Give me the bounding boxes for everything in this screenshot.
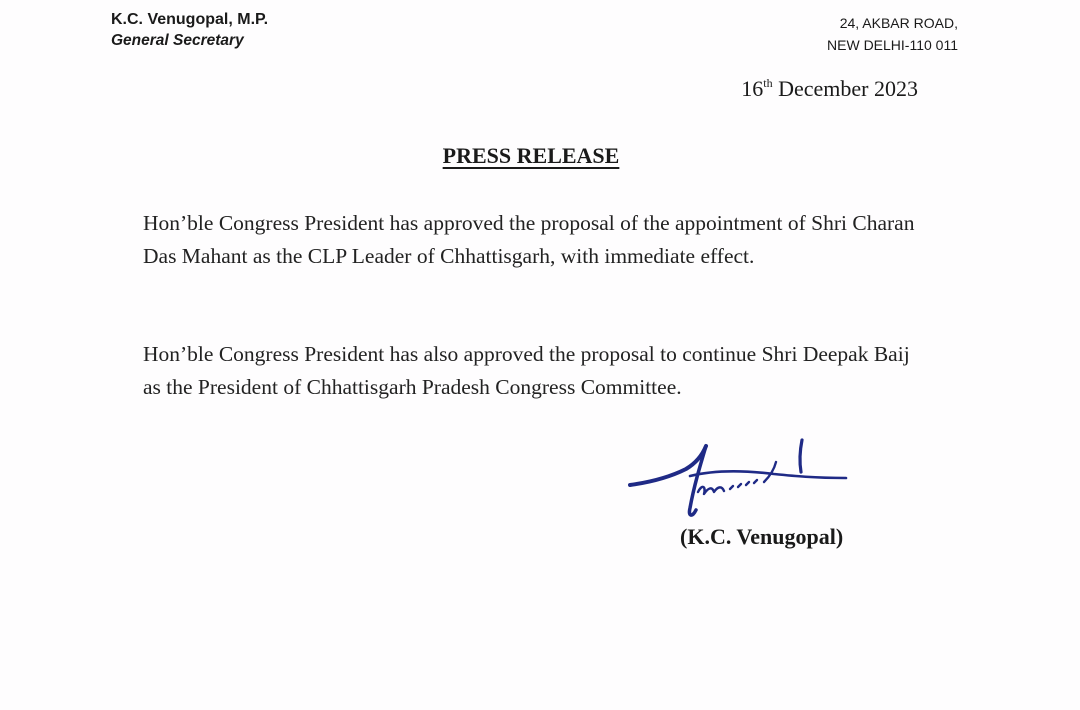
body-paragraph-1: Hon’ble Congress President has approved the proposal of the appointment of Shri Charan Das Mahant as the CLP Leader of Chhattisgarh, with immediate effect. <box>143 211 915 268</box>
date-day: 16 <box>741 76 764 101</box>
sender-block <box>111 10 268 52</box>
signature-icon <box>624 436 854 526</box>
page-title: PRESS RELEASE <box>442 143 620 168</box>
address-block <box>827 12 958 56</box>
address-line-2: NEW DELHI-110 011 <box>827 37 958 53</box>
address-line-1: 24, AKBAR ROAD, <box>839 15 958 31</box>
signatory-name: (K.C. Venugopal) <box>680 524 844 549</box>
date-suffix: th <box>763 76 773 90</box>
body-paragraph-2: Hon’ble Congress President has also approved the proposal to continue Shri Deepak Baij as the President of Chhattisgarh Pradesh Congress Committee. <box>143 342 910 399</box>
sender-name: K.C. Venugopal, M.P. <box>111 11 269 28</box>
date-rest: December 2023 <box>772 76 918 101</box>
sender-title: General Secretary <box>111 32 244 49</box>
letter-date <box>741 76 918 102</box>
